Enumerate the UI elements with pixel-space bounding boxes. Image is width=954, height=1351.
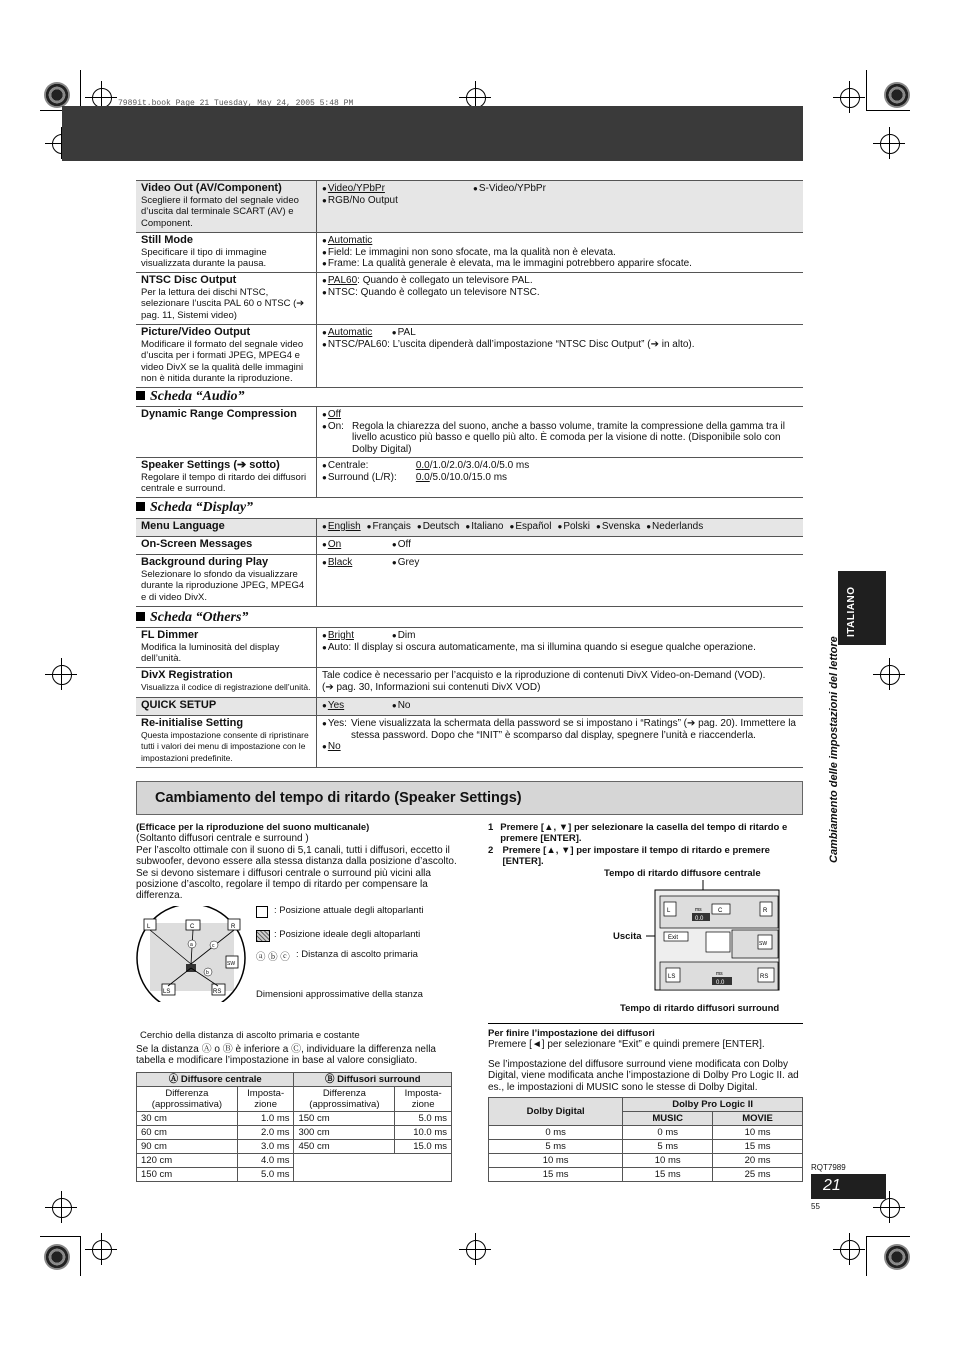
language-option: ● Español [509,521,551,532]
registration-mark [880,1198,900,1218]
section-banner: Cambiamento del tempo di ritardo (Speaker Settings) [136,781,803,815]
language-option: ● Svenska [596,521,640,532]
svg-text:c: c [212,943,215,949]
language-tab: ITALIANO [838,571,886,645]
language-options [317,519,804,537]
setting-name: Speaker Settings (➔ sotto) [141,459,280,471]
svg-text:0.0: 0.0 [695,916,704,922]
registration-mark [92,88,112,108]
svg-text:a: a [190,942,193,948]
setting-name: Video Out (AV/Component) [141,182,282,194]
registration-mark [880,134,900,154]
setting-name: On-Screen Messages [141,538,253,550]
others-settings-table: FL Dimmer Modifica la luminosità del display dell’unità. ● Bright● Dim ● Auto: Il display si oscura automaticamente, ma si illumina quando si esegue qualche operazione. DivX Registration Visualizza il codice di registrazione dell’unità. Tale codice è necessario per l’acquisto e la riproduzione di contenuti DivX Video-on-Demand (VOD). (➔ pag. 30, Informazioni sui contenuti DivX VOD) QUICK SETUP ● Yes● No Re-initialise Setting Questa impostazione consente di ripristinare tutti i valori dei menu di impostazione con le impostazioni predefinite. ● Yes: Viene visualizzata la schermata della password se si impostano i “Ratings” (➔ pag. 20). Immettere la stessa password. Dopo che “INIT” è scomparso dal display, spegnere l’unità e riaccenderla. ● No [136,627,803,768]
setting-name: Still Mode [141,234,193,246]
intro-text: (Efficace per la riproduzione del suono multicanale) (Soltanto diffusori centrale e surround ) Per l’ascolto ottimale con il suono di 5,1 canali, tutti i diffusori, eccetto il subwoofer, devono essere alla stessa distanza dalla posizione d’ascolto. Se si devono sistemare i diffusori centrale o surround più vicini alla posizione d’ascolto, regolare il tempo di ritardo per compensare la differenza. [136,822,457,902]
language-option: ● Nederlands [646,521,703,532]
svg-text:RS: RS [760,974,769,980]
chapter-side-label: Cambiamento delle impostazioni del lettore [828,636,840,863]
delay-table: Ⓐ Diffusore centrale Ⓑ Diffusori surround Differenza (approssimativa) Imposta-zione Differenza (approssimativa) Imposta-zione 30 cm 1.0 ms 150 cm 5.0 ms 60 cm 2.0 ms 300 cm 10.0 ms 90 cm 3.0 ms 450 cm 15.0 ms 120 cm 4.0 ms 150 cm 5.0 ms [136,1072,452,1182]
registration-mark [840,1240,860,1260]
svg-text:0.0: 0.0 [716,980,725,986]
page-number: 21 [811,1174,886,1199]
speaker-label: SW [227,961,236,967]
table-row: 120 cm 4.0 ms [137,1154,452,1168]
table-row: 30 cm 1.0 ms 150 cm 5.0 ms [137,1112,452,1126]
table-row: 15 ms 15 ms 25 ms [489,1168,803,1182]
svg-text:ms: ms [716,971,723,977]
print-mark [884,82,910,108]
setting-name: Picture/Video Output [141,326,251,338]
speaker-settings-osd [646,880,786,1000]
speaker-placement-diagram [134,906,254,1002]
header-bar [62,106,803,161]
display-settings-table: Menu Language ● English● Français● Deutsch● Italiano● Español● Polski● Svenska● Nederlands On-Screen Messages ● On● Off Background during Play Selezionare lo sfondo da visualizzare durante la riproduzione JPEG, MPEG4 e di video DivX. ● Black● Grey [136,518,803,607]
registration-mark [880,665,900,685]
dolby-table: Dolby Digital Dolby Pro Logic II MUSIC MOVIE 0 ms 0 ms 10 ms 5 ms 5 ms 15 ms 10 ms 10 ms 20 ms 15 ms 15 ms 25 ms [488,1097,803,1182]
svg-text:R: R [763,908,768,914]
svg-text:LS: LS [668,974,676,980]
table-row: 5 ms 5 ms 15 ms [489,1140,803,1154]
svg-text:L: L [667,908,671,914]
print-mark [884,1244,910,1270]
print-mark [44,1244,70,1270]
svg-text:b: b [206,970,209,976]
print-mark [44,82,70,108]
svg-text:ms: ms [695,907,702,913]
others-section-heading: Scheda “Others” [136,610,248,626]
setting-name: Menu Language [141,520,225,532]
registration-mark [92,1240,112,1260]
speaker-label: C [190,924,195,930]
setting-name: FL Dimmer [141,629,199,641]
steps: 1 Premere [▲, ▼] per selezionare la casella del tempo di ritardo e premere [ENTER]. 2 Premere [▲, ▼] per impostare il tempo di ritardo e premere [ENTER]. [488,822,788,868]
registration-mark [52,1198,72,1218]
registration-mark [466,88,486,108]
table-row: 10 ms 10 ms 20 ms [489,1154,803,1168]
setting-name: DivX Registration [141,669,233,681]
table-row: 60 cm 2.0 ms 300 cm 10.0 ms [137,1126,452,1140]
ideal-position-icon [256,930,270,942]
table-row: 90 cm 3.0 ms 450 cm 15.0 ms [137,1140,452,1154]
distance-symbols: ⓐ ⓑ ⓒ [256,952,290,963]
display-section-heading: Scheda “Display” [136,500,253,516]
svg-text:Exit: Exit [668,935,679,941]
audio-section-heading: Scheda “Audio” [136,389,245,405]
registration-mark [466,1240,486,1260]
audio-settings-table: Dynamic Range Compression ● Off ● On: Regola la chiarezza del suono, anche a basso volume, tramite la compressione della gamma tra il livello acustico più basso e quello più alto. È comoda per la visione di notte. (Disponibile solo con Dolby Digital) Speaker Settings (➔ sotto) Regolare il tempo di ritardo dei diffusori centrale e surround. ● Centrale: 0.0/1.0/2.0/3.0/4.0/5.0 ms ● Surround (L/R): 0.0/5.0/10.0/15.0 ms [136,406,803,498]
setting-name: Background during Play [141,556,269,568]
finish-note: Per finire l’impostazione dei diffusori Premere [◄] per selezionare “Exit” e quindi premere [ENTER]. [488,1028,765,1051]
print-info: 7989it.book Page 21 Tuesday, May 24, 2005 5:48 PM [118,99,354,108]
registration-mark [840,88,860,108]
setting-name: Dynamic Range Compression [141,408,297,420]
language-option: ● Deutsch [417,521,460,532]
speaker-label: L [147,924,151,930]
language-option: ● Français [367,521,411,532]
speaker-label: LS [163,989,171,995]
table-row: 150 cm 5.0 ms [137,1168,452,1182]
svg-text:C: C [718,908,723,914]
language-option: ● Italiano [465,521,503,532]
setting-name: NTSC Disc Output [141,274,237,286]
setting-name: QUICK SETUP [141,699,217,711]
speaker-label: R [231,924,236,930]
table-row: 0 ms 0 ms 10 ms [489,1126,803,1140]
video-settings-table: Video Out (AV/Component) Scegliere il formato del segnale video d’uscita dal terminale SCART (AV) e Component. ● Video/YPbPr ● S-Video/YPbPr ● RGB/No Output Still Mode Specificare il tipo di immagine visualizzata durante la pausa. ● Automatic ● Field: Le immagini non sono sfocate, ma la qualità non è elevata. ● Frame: La qualità generale è elevata, ma le immagini potrebbero apparire sfocate. NTSC Disc Output Per la lettura dei dischi NTSC, selezionare l’uscita PAL 60 o NTSC (➔ pag. 11, Sistemi video) ● PAL60: Quando è collegato un televisore PAL. ● NTSC: Quando è collegato un televisore NTSC. Picture/Video Output Modificare il formato del segnale video d’uscita per i formati JPEG, MPEG4 e video DivX se la qualità delle immagini non è nitida durante la riproduzione. ● Automatic ● PAL ● NTSC/PAL60: L’uscita dipenderà dall’impostazione “NTSC Disc Output” (➔ in alto). [136,180,803,388]
speaker-label: RS [213,989,222,995]
current-position-icon [256,906,268,918]
svg-text:SW: SW [759,941,768,947]
registration-mark [52,665,72,685]
language-option: ● English [322,521,361,532]
language-option: ● Polski [557,521,590,532]
setting-name: Re-initialise Setting [141,717,244,729]
